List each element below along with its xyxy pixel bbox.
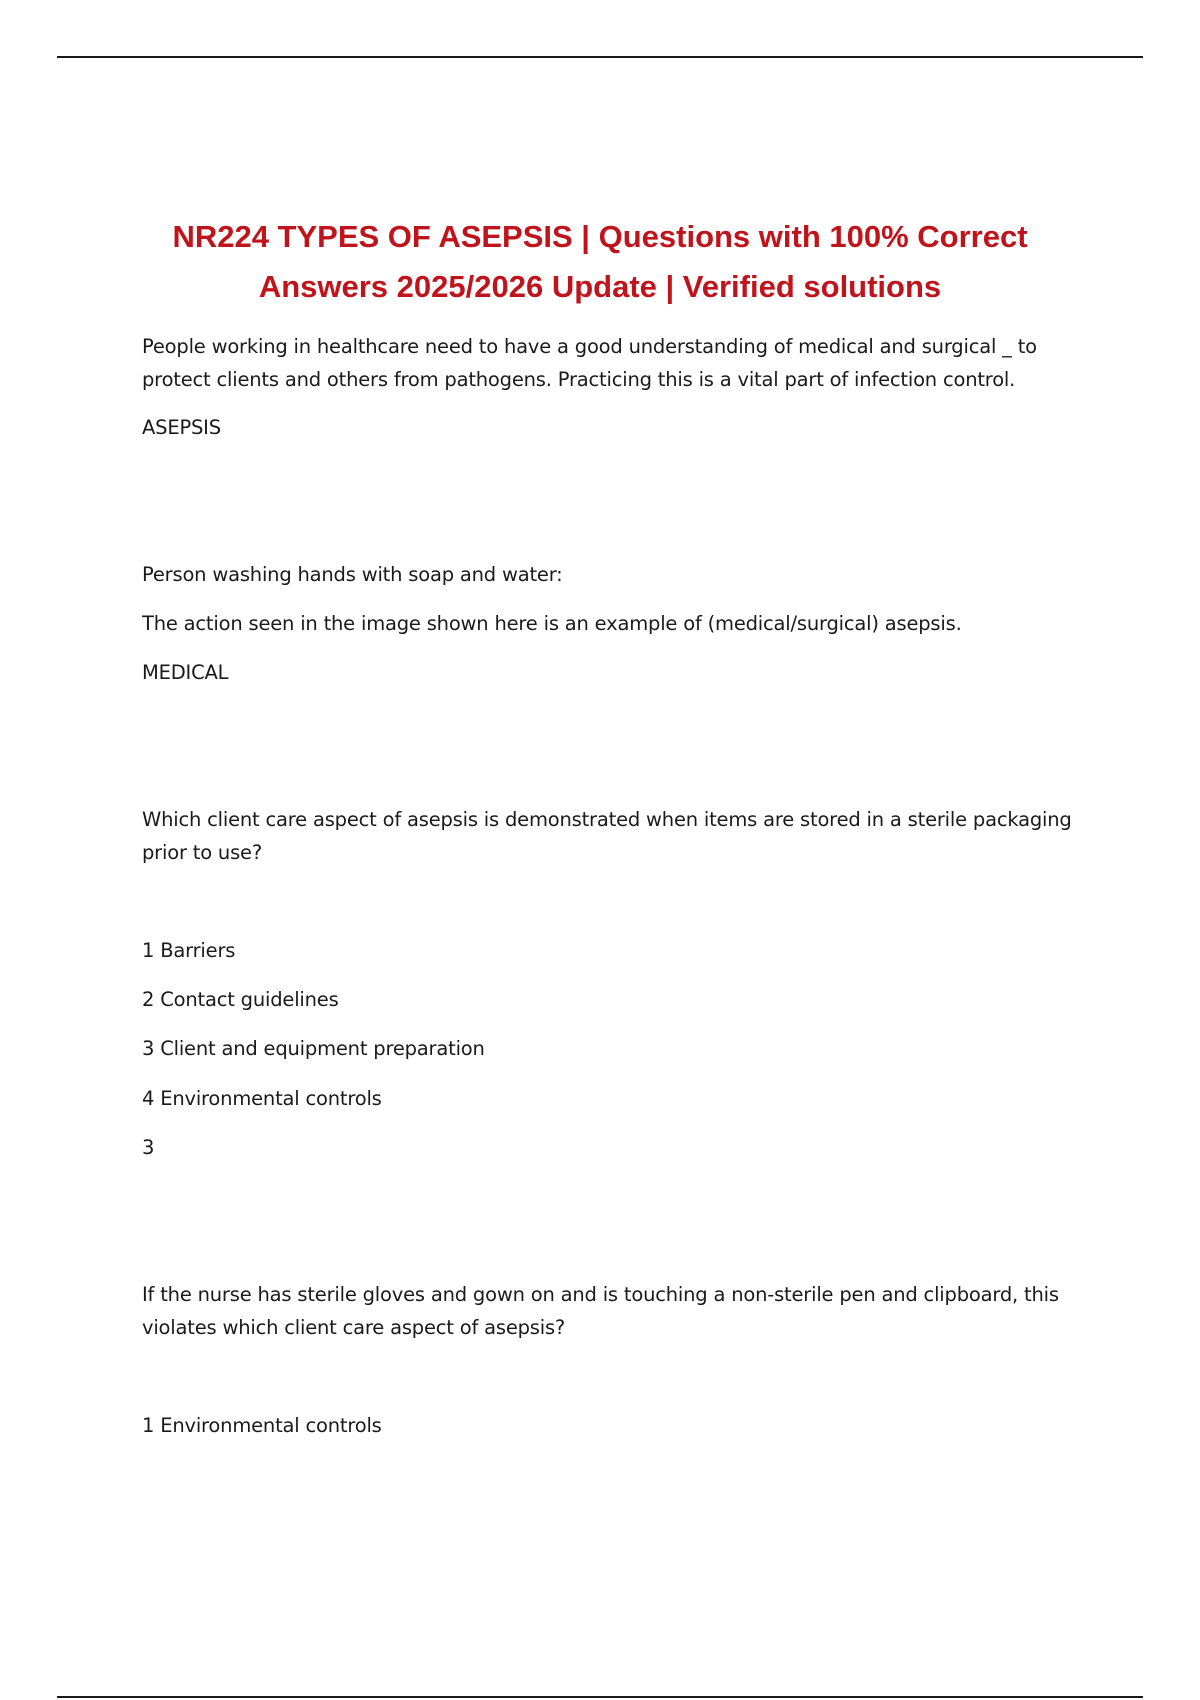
title-line-1: NR224 TYPES OF ASEPSIS | Questions with 100% Correct <box>172 219 1028 254</box>
footer-rule <box>57 1696 1143 1698</box>
title-line-2: Answers 2025/2026 Update | Verified solutions <box>258 269 942 304</box>
question-3-option-4: 4 Environmental controls <box>142 1087 382 1110</box>
question-3-option-2: 2 Contact guidelines <box>142 988 339 1011</box>
question-2-text: The action seen in the image shown here is an example of (medical/surgical) asepsis. <box>142 612 962 635</box>
header-rule <box>57 56 1143 58</box>
document-title <box>100 212 1100 312</box>
question-1-text: People working in healthcare need to have a good understanding of medical and surgical _ to protect clients and others from pathogens. Practicing this is a vital part of infection control. <box>142 335 1037 391</box>
question-3-option-1: 1 Barriers <box>142 939 236 962</box>
question-2-image-caption: Person washing hands with soap and water: <box>142 563 563 586</box>
question-3-text: Which client care aspect of asepsis is demonstrated when items are stored in a sterile packaging prior to use? <box>142 808 1072 864</box>
question-4-option-1: 1 Environmental controls <box>142 1414 382 1437</box>
question-1-answer: ASEPSIS <box>142 416 221 439</box>
question-3-answer: 3 <box>142 1136 155 1159</box>
question-4-text: If the nurse has sterile gloves and gown on and is touching a non-sterile pen and clipboard, this violates which client care aspect of asepsis? <box>142 1283 1059 1339</box>
question-2-answer: MEDICAL <box>142 661 229 684</box>
question-3-option-3: 3 Client and equipment preparation <box>142 1037 485 1060</box>
